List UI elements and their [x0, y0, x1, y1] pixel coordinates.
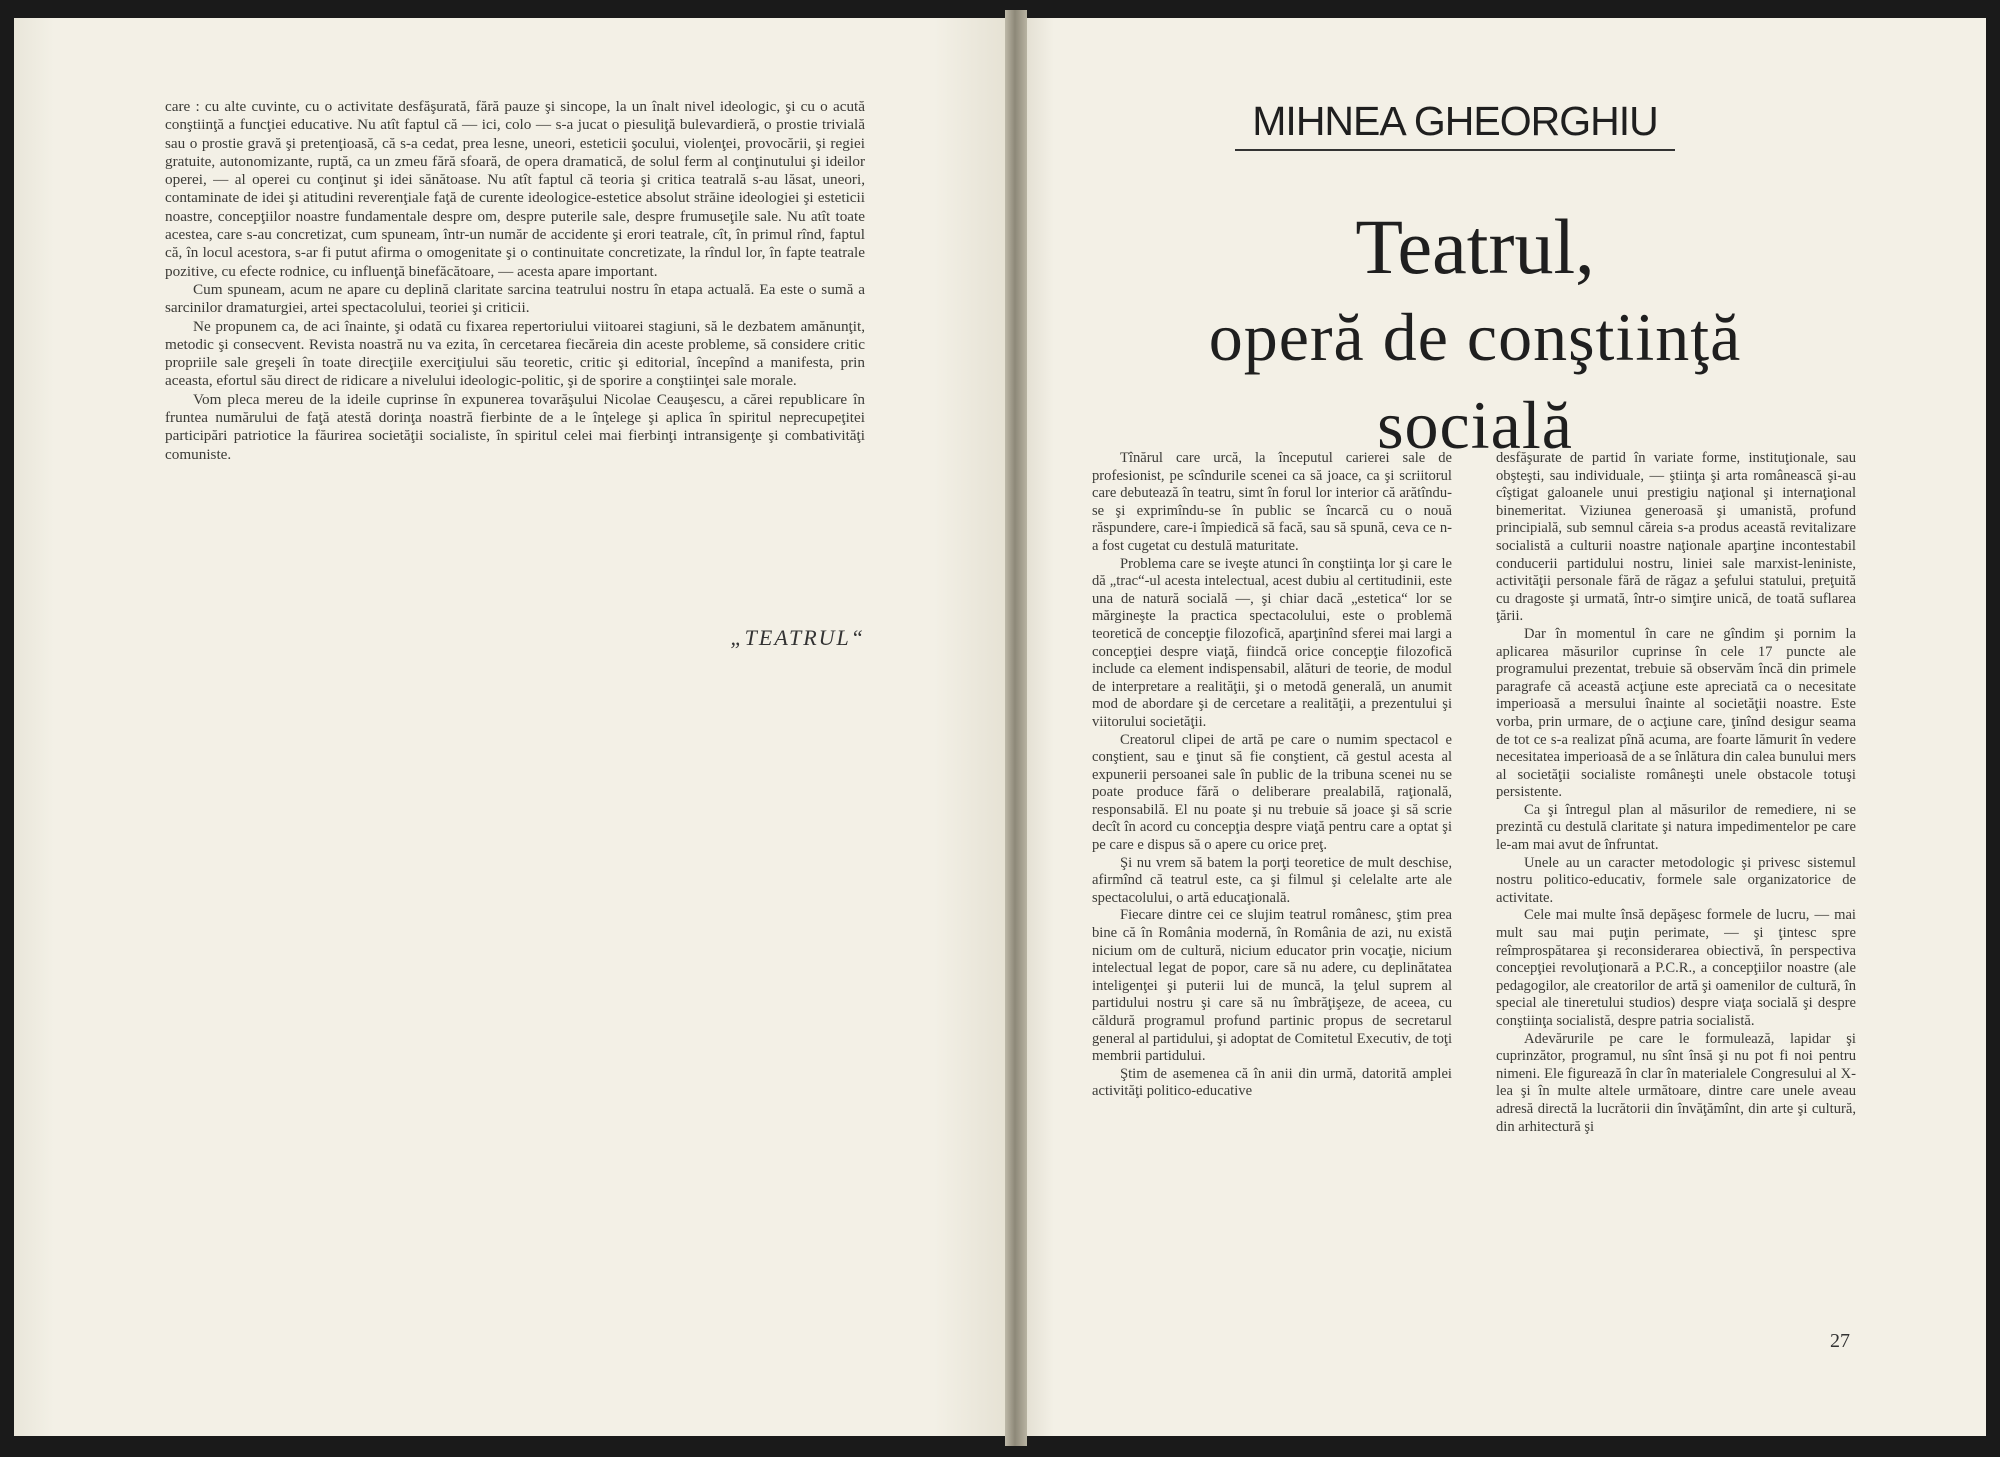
col2-paragraph-6: Adevărurile pe care le formulează, lapidar şi cuprinzător, programul, nu sînt însă şi nu pot fi noi pentru nimeni. Ele figurează în clar în materialele Congresului al X-lea şi în multe altele următoare, dintre care unele aveau adresă directă la lucrătorii din învăţămînt, din arte şi cultură, din arhitectură şi	[1496, 1030, 1856, 1135]
left-page-text	[165, 98, 865, 464]
col2-paragraph-2: Dar în momentul în care ne gîndim şi pornim la aplicarea măsurilor cuprinse în cele 17 puncte ale programului prezentat, trebuie să observăm încă din primele paragrafe că această acţiune este apreciată ca o necesitate imperioasă a mersului înainte al societăţii noastre. Este vorba, prin urmare, de o acţiune care, ţinînd desigur seama de tot ce s-a realizat pînă acuma, are foarte lămurit în vedere necesitatea imperioasă de a se înlătura din calea bunului mers al societăţii socialiste româneşti unele obstacole totuşi persistente.	[1496, 625, 1856, 801]
left-paragraph-2: Cum spuneam, acum ne apare cu deplină claritate sarcina teatrului nostru în etapa actuală. Ea este o sumă a sarcinilor dramaturgiei, artei spectacolului, teoriei şi criticii.	[165, 280, 865, 317]
title-line-3: socială	[1377, 387, 1573, 464]
article-title	[1100, 201, 1850, 469]
col1-paragraph-4: Şi nu vrem să batem la porţi teoretice de mult deschise, afirmînd că teatrul este, ca şi filmul şi celelalte arte ale spectacolului, o artă educaţională.	[1092, 854, 1452, 906]
page-number: 27	[1830, 1330, 1850, 1352]
col2-paragraph-4: Unele au un caracter metodologic şi privesc sistemul nostru politico-educativ, formele sale organizatorice de activitate.	[1496, 854, 1856, 906]
col1-paragraph-2: Problema care se iveşte atunci în conştiinţa lor şi care le dă „trac“-ul acesta intelectual, acest dubiu al certitudinii, este una de natură socială —, şi chiar dacă „estetica“ lor se mărgineşte la practica spectacolului, este o problemă teoretică de concepţie filozofică, aparţinînd sferei mai largi a concepţiei despre viaţă, fiindcă orice concepţie filozofică include ca element indispensabil, alături de teorie, de modul de interpretare a realităţii, şi o metodă generală, un anumit mod de abordare şi de cercetare a realităţii, a prezentului şi viitorului societăţii.	[1092, 555, 1452, 730]
col1-paragraph-6: Ştim de asemenea că în anii din urmă, datorită amplei activităţi politico-educative	[1092, 1065, 1452, 1100]
author-name: MIHNEA GHEORGHIU	[1235, 98, 1675, 151]
article-column-1	[1092, 450, 1452, 1101]
left-paragraph-4: Vom pleca mereu de la ideile cuprinse în expunerea tovarăşului Nicolae Ceauşescu, a cărei republicare în fruntea numărului de faţă atestă dorinţa noastră fierbinte de a le înţelege şi aplica în spiritul neprecupeţitei participări patriotice la făurirea societăţii socialiste, în spiritul celei mai fierbinţi intransigenţe şi combativităţi comuniste.	[165, 390, 865, 463]
book-gutter	[1005, 10, 1027, 1446]
title-line-1: Teatrul,	[1355, 203, 1595, 291]
col2-paragraph-1: desfăşurate de partid în variate forme, instituţionale, sau obşteşti, sau individuale, — ştiinţa şi arta românească şi-au cîştigat galoanele unui prestigiu naţional şi internaţional binemeritat. Viziunea generoasă şi umanistă, profund principială, sub semnul căreia s-a produs această revitalizare socialistă a culturii noastre naţionale aparţine incontestabil conducerii partidului nostru, liniei sale marxist-leniniste, activităţii personale fără de răgaz a şefului statului, preţuită cu dragoste şi urmată, într-o simţire unică, de toată suflarea ţării.	[1496, 450, 1856, 625]
col2-paragraph-5: Cele mai multe însă depăşesc formele de lucru, — mai mult sau mai puţin perimate, — şi ţintesc spre reîmprospătarea şi reconsiderarea obiectivă, în perspectiva concepţiei revoluţionară a P.C.R., a concepţiilor noastre (ale pedagogilor, ale creatorilor de artă şi oamenilor de cultură, în special ale tineretului studios) despre viaţa socială şi despre conştiinţa socialistă, despre patria socialistă.	[1496, 907, 1856, 1029]
title-line-2: operă de conştiinţă	[1208, 299, 1742, 376]
article-column-2	[1496, 450, 1856, 1136]
col1-paragraph-5: Fiecare dintre cei ce slujim teatrul românesc, ştim prea bine că în România modernă, în România de azi, nu există nicium om de cultură, nicium educator prin vocaţie, nicium intelectual legat de popor, care să nu adere, cu deplinătatea inteligenţei şi puterii lui de muncă, la ţelul suprem al partidului nostru şi care să nu îmbrăţişeze, de aceea, cu căldură programul profund partinic propus de secretarul general al partidului, şi adoptat de Comitetul Executiv, de toţi membrii partidului.	[1092, 907, 1452, 1065]
col2-paragraph-3: Ca şi întregul plan al măsurilor de remediere, ni se prezintă cu destulă claritate şi natura impedimentelor pe care le-am mai avut de înfruntat.	[1496, 801, 1856, 854]
col1-paragraph-3: Creatorul clipei de artă pe care o numim spectacol e conştient, sau e ţinut să fie conştient, că gestul acesta al expunerii persoanei sale în public de la tribuna scenei nu se poate produce fără o deliberare prealabilă, raţională, responsabilă. El nu poate şi nu trebuie să joace şi să scrie decît în acord cu concepţia despre viaţă pentru care a optat şi pe care e dispus să o apere cu orice preţ.	[1092, 731, 1452, 854]
left-paragraph-1: care : cu alte cuvinte, cu o activitate desfăşurată, fără pauze şi sincope, la un înalt nivel ideologic, şi cu o acută conştiinţă a funcţiei educative. Nu atît faptul că — ici, colo — s-a jucat o piesuliţă bulevardieră, o prostie trivială sau o prostie gravă şi pretenţioasă, că s-a cedat, prea lesne, uneori, esteticii şocului, violenţei, provocării, şi regiei gratuite, autonomizante, ruptă, ca un zmeu fără sfoară, de opera dramatică, de solul ferm al conţinutului şi ideilor operei, — al operei cu conţinut şi idei sănătoase. Nu atît faptul că teoria şi critica teatrală s-au lăsat, uneori, contaminate de idei şi atitudini reverenţiale faţă de curente ideologice-estetice absolut străine ideologiei şi esteticii noastre, concepţiilor noastre fundamentale despre om, despre puterile sale, despre frumuseţile sale. Nu atît toate acestea, care s-au concretizat, cum spuneam, într-un număr de accidente şi erori teatrale, cît, în primul rînd, faptul că, în locul acestora, s-ar fi putut afirma o omogenitate şi o continuitate concretizate, la rîndul lor, în fapte teatrale pozitive, cu efecte rodnice, cu influenţă binefăcătoare, — acesta apare important.	[165, 98, 865, 280]
left-paragraph-3: Ne propunem ca, de aci înainte, şi odată cu fixarea repertoriului viitoarei stagiuni, să le dezbatem amănunţit, metodic şi consecvent. Revista noastră nu va ezita, în cercetarea fiecăreia din aceste probleme, să considere critic propriile sale greşeli în toate direcţiile exerciţiului său teoretic, critic şi editorial, începînd a manifesta, prin aceasta, efortul său direct de ridicare a nivelului ideologic-politic, şi de sporire a conştiinţei sale morale.	[165, 317, 865, 390]
editorial-signature: „TEATRUL“	[730, 625, 865, 650]
col1-paragraph-1: Tînărul care urcă, la începutul carierei sale de profesionist, pe scîndurile scenei ca să joace, ca şi scriitorul care debutează în teatru, simt în forul lor interior că arătîndu-se şi exprimîndu-se în public se încarcă cu o nouă răspundere, care-i împiedică să facă, sau să spună, ceva ce n-a fost cugetat cu destulă maturitate.	[1092, 450, 1452, 554]
